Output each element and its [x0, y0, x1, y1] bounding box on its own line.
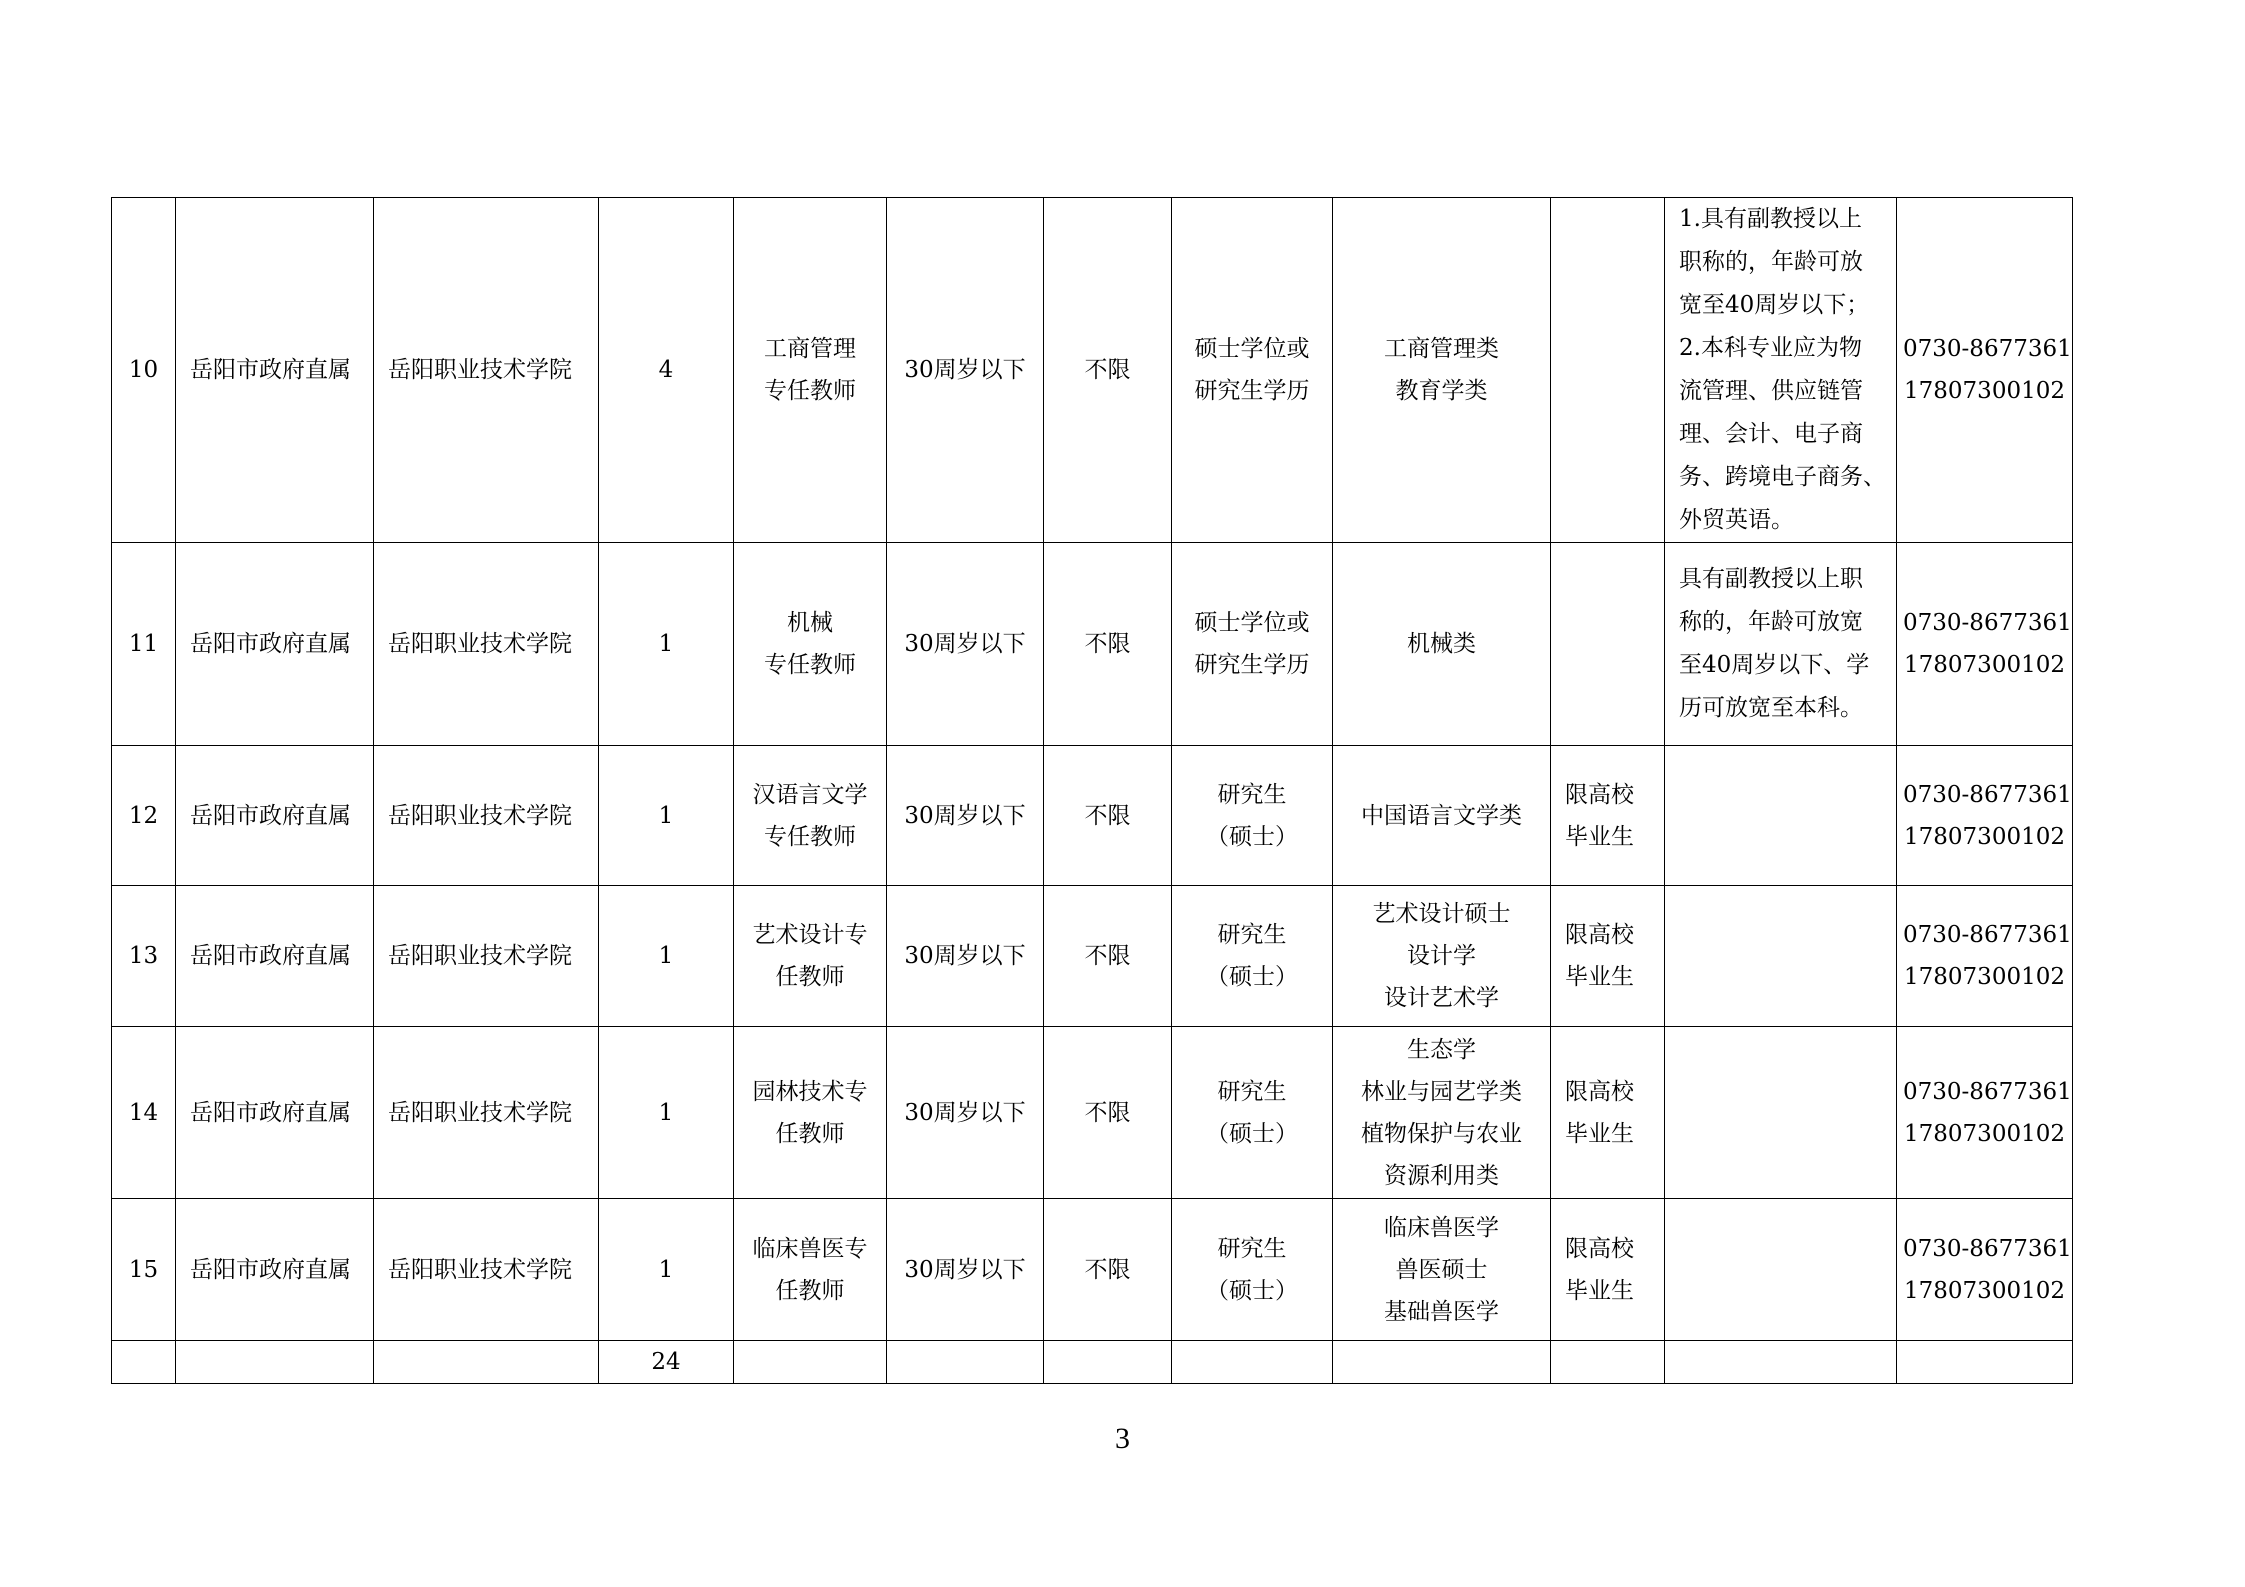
cell-department: 岳阳市政府直属	[176, 543, 374, 746]
cell-age-requirement: 30周岁以下	[887, 886, 1044, 1027]
position-name-line: 工商管理	[764, 336, 856, 362]
education-requirement-line: 研究生学历	[1194, 378, 1310, 404]
education-requirement-line: 研究生	[1217, 1235, 1287, 1262]
cell-department: 岳阳市政府直属	[176, 886, 374, 1027]
education-requirement-line: 硕士学位或	[1194, 610, 1310, 636]
major-requirement-line: 艺术设计硕士	[1372, 901, 1511, 927]
major-requirement-line: 林业与园艺学类	[1361, 1078, 1522, 1105]
cell-row-number: 10	[112, 198, 176, 543]
position-name-line: 汉语言文学	[752, 781, 868, 808]
cell-age-requirement: 30周岁以下	[887, 1199, 1044, 1341]
major-requirement-line: 资源利用类	[1384, 1162, 1499, 1189]
position-name-line: 临床兽医专	[752, 1235, 868, 1262]
candidate-limit-line: 毕业生	[1565, 964, 1634, 990]
cell-education-requirement	[1172, 886, 1333, 1027]
position-name-line: 园林技术专	[752, 1078, 868, 1105]
cell-employer: 岳阳职业技术学院	[374, 1199, 599, 1341]
cell-contact-phone	[1897, 198, 2073, 543]
major-requirement-line: 设计学	[1407, 943, 1476, 969]
other-requirements-line: 历可放宽至本科。	[1679, 695, 1863, 721]
cell-candidate-limit	[1551, 543, 1665, 746]
cell-row-number: 14	[112, 1027, 176, 1199]
empty-cell	[1333, 1341, 1551, 1384]
cell-education-requirement	[1172, 1199, 1333, 1341]
table-row	[112, 746, 2073, 886]
cell-age-requirement: 30周岁以下	[887, 543, 1044, 746]
contact-phone-line: 17807300102	[1904, 1277, 2065, 1304]
position-name-line: 专任教师	[764, 823, 856, 850]
cell-education-requirement	[1172, 543, 1333, 746]
cell-employer: 岳阳职业技术学院	[374, 543, 599, 746]
education-requirement-line: 研究生	[1217, 922, 1287, 948]
candidate-limit-line: 限高校	[1565, 1078, 1634, 1105]
education-requirement-line: （硕士）	[1206, 1277, 1298, 1304]
cell-candidate-limit	[1551, 1027, 1665, 1199]
cell-education-requirement	[1172, 746, 1333, 886]
cell-row-number: 13	[112, 886, 176, 1027]
page-number: 3	[1115, 1422, 1130, 1455]
candidate-limit-line: 毕业生	[1565, 823, 1634, 850]
cell-position-name	[734, 746, 887, 886]
cell-position-name	[734, 1199, 887, 1341]
cell-gender-requirement: 不限	[1044, 746, 1172, 886]
cell-major-requirement	[1333, 1027, 1551, 1199]
cell-employer: 岳阳职业技术学院	[374, 746, 599, 886]
candidate-limit-line: 毕业生	[1565, 1120, 1634, 1147]
empty-cell	[887, 1341, 1044, 1384]
empty-cell	[1897, 1341, 2073, 1384]
candidate-limit-line: 限高校	[1565, 781, 1634, 808]
other-requirements-line: 宽至40周岁以下；	[1679, 292, 1870, 318]
table-row	[112, 198, 2073, 543]
empty-cell	[1551, 1341, 1665, 1384]
table-row	[112, 1199, 2073, 1341]
cell-department: 岳阳市政府直属	[176, 1027, 374, 1199]
table-row	[112, 543, 2073, 746]
education-requirement-line: （硕士）	[1206, 823, 1298, 850]
cell-major-requirement	[1333, 746, 1551, 886]
cell-major-requirement	[1333, 1199, 1551, 1341]
position-name-line: 机械	[787, 610, 833, 636]
candidate-limit-line: 限高校	[1565, 922, 1634, 948]
cell-contact-phone	[1897, 886, 2073, 1027]
cell-major-requirement	[1333, 543, 1551, 746]
position-name-line: 任教师	[775, 1277, 845, 1304]
cell-age-requirement: 30周岁以下	[887, 746, 1044, 886]
cell-education-requirement	[1172, 1027, 1333, 1199]
cell-hiring-count: 1	[599, 1027, 734, 1199]
other-requirements-line: 至40周岁以下、学	[1679, 652, 1870, 678]
cell-employer: 岳阳职业技术学院	[374, 198, 599, 543]
other-requirements-line: 务、跨境电子商务、	[1679, 464, 1886, 490]
major-requirement-line: 工商管理类	[1384, 336, 1499, 362]
contact-phone-line: 17807300102	[1904, 378, 2065, 404]
education-requirement-line: （硕士）	[1206, 964, 1298, 990]
other-requirements-line: 理、会计、电子商	[1679, 421, 1863, 447]
cell-other-requirements	[1665, 886, 1897, 1027]
table-body	[112, 198, 2073, 1384]
cell-candidate-limit	[1551, 746, 1665, 886]
cell-hiring-count: 1	[599, 746, 734, 886]
education-requirement-line: 研究生	[1217, 781, 1287, 808]
major-requirement-line: 基础兽医学	[1384, 1298, 1499, 1325]
cell-candidate-limit	[1551, 1199, 1665, 1341]
cell-hiring-count: 4	[599, 198, 734, 543]
contact-phone-line: 0730-8677361	[1903, 610, 2072, 636]
other-requirements-line: 流管理、供应链管	[1679, 378, 1863, 404]
major-requirement-line: 教育学类	[1395, 378, 1488, 404]
cell-candidate-limit	[1551, 198, 1665, 543]
other-requirements-line: 职称的，年龄可放	[1679, 249, 1863, 275]
contact-phone-line: 0730-8677361	[1903, 1078, 2072, 1105]
education-requirement-line: 研究生学历	[1194, 652, 1310, 678]
contact-phone-line: 0730-8677361	[1903, 1235, 2072, 1262]
cell-other-requirements	[1665, 543, 1897, 746]
cell-other-requirements	[1665, 1027, 1897, 1199]
table-row	[112, 1027, 2073, 1199]
candidate-limit-line: 毕业生	[1565, 1277, 1634, 1304]
cell-major-requirement	[1333, 886, 1551, 1027]
cell-other-requirements	[1665, 198, 1897, 543]
contact-phone-line: 17807300102	[1904, 1120, 2065, 1147]
empty-cell	[1044, 1341, 1172, 1384]
table-row	[112, 886, 2073, 1027]
cell-department: 岳阳市政府直属	[176, 1199, 374, 1341]
contact-phone-line: 17807300102	[1904, 823, 2065, 850]
other-requirements-line: 称的，年龄可放宽	[1679, 609, 1863, 635]
cell-row-number: 15	[112, 1199, 176, 1341]
cell-other-requirements	[1665, 746, 1897, 886]
empty-cell	[1172, 1341, 1333, 1384]
total-row	[112, 1341, 2073, 1384]
major-requirement-line: 兽医硕士	[1395, 1256, 1488, 1283]
cell-contact-phone	[1897, 1027, 2073, 1199]
empty-cell	[734, 1341, 887, 1384]
cell-gender-requirement: 不限	[1044, 1199, 1172, 1341]
empty-cell	[176, 1341, 374, 1384]
contact-phone-line: 0730-8677361	[1903, 781, 2072, 808]
major-requirement-line: 植物保护与农业	[1361, 1120, 1522, 1147]
cell-position-name	[734, 1027, 887, 1199]
cell-contact-phone	[1897, 746, 2073, 886]
cell-other-requirements	[1665, 1199, 1897, 1341]
contact-phone-line: 0730-8677361	[1903, 336, 2072, 362]
major-requirement-line: 中国语言文学类	[1361, 802, 1522, 829]
empty-cell	[112, 1341, 176, 1384]
education-requirement-line: 硕士学位或	[1194, 336, 1310, 362]
position-name-line: 任教师	[775, 964, 845, 990]
cell-gender-requirement: 不限	[1044, 543, 1172, 746]
contact-phone-line: 17807300102	[1904, 652, 2065, 678]
other-requirements-line: 2.本科专业应为物	[1679, 335, 1862, 361]
cell-contact-phone	[1897, 1199, 2073, 1341]
total-count: 24	[599, 1341, 734, 1384]
major-requirement-line: 临床兽医学	[1384, 1214, 1499, 1241]
empty-cell	[374, 1341, 599, 1384]
cell-hiring-count: 1	[599, 886, 734, 1027]
empty-cell	[1665, 1341, 1897, 1384]
cell-hiring-count: 1	[599, 543, 734, 746]
cell-employer: 岳阳职业技术学院	[374, 886, 599, 1027]
cell-contact-phone	[1897, 543, 2073, 746]
cell-position-name	[734, 198, 887, 543]
cell-gender-requirement: 不限	[1044, 198, 1172, 543]
cell-candidate-limit	[1551, 886, 1665, 1027]
cell-gender-requirement: 不限	[1044, 1027, 1172, 1199]
cell-age-requirement: 30周岁以下	[887, 1027, 1044, 1199]
position-name-line: 专任教师	[764, 652, 856, 678]
cell-employer: 岳阳职业技术学院	[374, 1027, 599, 1199]
recruitment-table	[111, 197, 2073, 1384]
position-name-line: 艺术设计专	[752, 922, 868, 948]
cell-hiring-count: 1	[599, 1199, 734, 1341]
major-requirement-line: 机械类	[1407, 631, 1476, 657]
cell-position-name	[734, 543, 887, 746]
cell-row-number: 12	[112, 746, 176, 886]
cell-major-requirement	[1333, 198, 1551, 543]
education-requirement-line: 研究生	[1217, 1078, 1287, 1105]
major-requirement-line: 设计艺术学	[1384, 985, 1499, 1011]
other-requirements-line: 具有副教授以上职	[1679, 566, 1863, 592]
cell-department: 岳阳市政府直属	[176, 198, 374, 543]
education-requirement-line: （硕士）	[1206, 1120, 1298, 1147]
cell-position-name	[734, 886, 887, 1027]
cell-education-requirement	[1172, 198, 1333, 543]
cell-age-requirement: 30周岁以下	[887, 198, 1044, 543]
position-name-line: 专任教师	[764, 378, 856, 404]
cell-row-number: 11	[112, 543, 176, 746]
candidate-limit-line: 限高校	[1565, 1235, 1634, 1262]
major-requirement-line: 生态学	[1407, 1036, 1476, 1063]
contact-phone-line: 0730-8677361	[1903, 922, 2072, 948]
cell-gender-requirement: 不限	[1044, 886, 1172, 1027]
contact-phone-line: 17807300102	[1904, 964, 2065, 990]
position-name-line: 任教师	[775, 1120, 845, 1147]
other-requirements-line: 1.具有副教授以上	[1679, 206, 1862, 232]
cell-department: 岳阳市政府直属	[176, 746, 374, 886]
other-requirements-line: 外贸英语。	[1679, 507, 1794, 533]
